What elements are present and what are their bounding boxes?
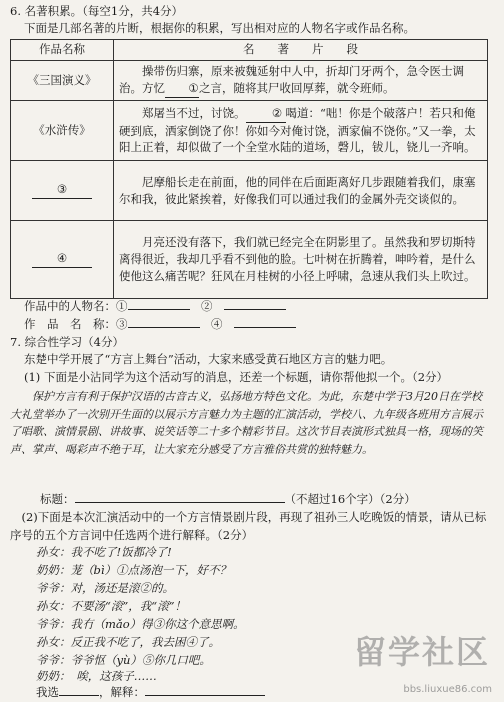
excerpt-text: 郑屠当不过，讨饶。 (142, 105, 246, 120)
watermark-url: bbs.liuxue86.com (403, 683, 492, 695)
table-row (11, 161, 488, 221)
table-row (11, 221, 488, 299)
q6-title: 6. 名著积累。（每空1分，共4分） (10, 4, 184, 18)
answer-marker: ① (116, 299, 128, 313)
news-article: 保护方言有利于保护汉语的古音古义，弘扬地方特色文化。为此，东楚中学于3月20日在学校大礼堂举办了一次别开生面的以展示方言魅力为主题的汇演活动，学校八、九年级各班用方言展示了唱歌、演情景剧、讲故事、说笑话等二十多个精彩节目。这次节目表演形式独具一格，现场的笑声、掌声、喝彩声不绝于耳，让大家充分感受了方言雅俗共赏的独特魅力。 (10, 390, 483, 456)
select-answer-line (36, 685, 265, 701)
work-name-cell (11, 161, 114, 221)
work-name-cell: 《水浒传》 (11, 101, 114, 161)
q6-instruction: 下面是几部名著的片断，根据你的积累，写出相对应的人物名字或作品名称。 (24, 21, 415, 35)
header-work-name: 作品名称 (11, 40, 114, 61)
answer-blank-3[interactable] (32, 182, 92, 199)
blank-marker: ① (188, 81, 199, 95)
work-name-cell (11, 221, 114, 299)
excerpt-cell (114, 101, 488, 161)
select-input[interactable] (59, 695, 99, 696)
q7-title: 7. 综合性学习（4分） (10, 335, 124, 349)
table-row (11, 101, 488, 161)
dialog-line: 爷爷：爷爷怄（yù）⑤你几口吧。 (36, 653, 211, 667)
dialog-line: 爷爷：我冇（mǎo）得③你这个意思啊。 (36, 617, 245, 631)
title-label: 标题： (40, 492, 75, 506)
answer-marker: ③ (116, 317, 128, 331)
header-excerpt: 名 著 片 段 (114, 40, 488, 61)
q7-part2: (2)下面是本次汇演活动中的一个方言情景剧片段，再现了祖孙三人吃晚饭的情景，请从已标序号的五个方言词中任选两个进行解释。（2分） (10, 510, 487, 542)
explain-label: ，解释： (99, 685, 145, 699)
answer-marker: ② (201, 299, 213, 313)
excerpt-cell: 尼摩船长走在前面，他的同伴在后面距离好几步跟随着我们，康塞尔和我，彼此紧挨着，好像我们可以通过我们的金属外壳交谈似的。 (114, 161, 488, 221)
excerpt-cell (114, 61, 488, 101)
excerpt-text: 喝道：“咄！你是个破落户！若只和俺硬到底，洒家倒饶了你！你如今对俺讨饶，洒家偏不饶你。”又一拳，太阳上正着，却似做了一个全堂水陆的道场，磬儿，钹儿，铙儿一齐响。 (119, 105, 476, 155)
answer-line-characters (24, 299, 286, 315)
answer-line-works (24, 317, 296, 333)
answer-field-4[interactable] (234, 327, 296, 328)
answer-field-3[interactable] (128, 327, 200, 328)
select-label: 我选 (36, 685, 59, 699)
answer-field-2[interactable] (224, 309, 286, 310)
dialog-line: 孙女：反正我不吃了，我去困④了。 (36, 635, 220, 649)
watermark-logo: 留学社区 (353, 632, 490, 671)
title-note: （不超过16个字）（2分） (284, 492, 416, 506)
blank-marker: ② (271, 105, 283, 120)
title-answer-line (40, 492, 416, 508)
blank-marker: ③ (56, 182, 68, 197)
answer-label: 作 品 名 称： (24, 317, 116, 331)
excerpt-cell: 月亮还没有落下，我们就已经完全在阴影里了。虽然我和罗切斯特离得很近，我却几乎看不到他的脸。七叶树在折腾着，呻吟着，是什么使他这么痛苦呢？狂风在月桂树的小径上呼啸，急速从我们头上吹过。 (114, 221, 488, 299)
table-row (11, 61, 488, 101)
excerpt-text: 之言，随将其尸收回厚葬，就令班师。 (199, 81, 395, 95)
answer-blank-2[interactable] (246, 105, 286, 123)
answer-label: 作品中的人物名： (24, 299, 116, 313)
answer-blank-1[interactable] (165, 80, 199, 98)
excerpt-text: 操带伤归寨，原来被魏延射中人中，折却门牙两个，急令医士调治。方忆 (119, 64, 464, 95)
explain-input[interactable] (145, 695, 265, 696)
title-input[interactable] (75, 502, 285, 503)
answer-field-1[interactable] (128, 309, 190, 310)
work-name-cell: 《三国演义》 (11, 61, 114, 101)
works-table (10, 39, 488, 299)
dialog-line: 孙女：我不吃了!饭都冷了! (36, 545, 172, 559)
dialog-line: 孙女：不要汤“滚”，我“滚”！ (36, 599, 187, 613)
blank-marker: ④ (56, 251, 68, 266)
answer-marker: ④ (211, 317, 223, 331)
answer-blank-4[interactable] (32, 251, 92, 268)
dialog-line: 奶奶：茏（bì）①点汤泡一下，好不？ (36, 563, 232, 577)
table-header-row (11, 40, 488, 61)
q7-part1: (1) 下面是小沾同学为这个活动写的消息，还差一个标题，请你帮他拟一个。（2分） (24, 370, 449, 384)
q7-intro: 东楚中学开展了“方言上舞台”活动，大家来感受黄石地区方言的魅力吧。 (24, 352, 393, 366)
dialog-line: 爷爷：对，汤还是滚②的。 (36, 581, 174, 595)
dialog-line: 奶奶： 唉，这孩子…… (36, 669, 157, 683)
